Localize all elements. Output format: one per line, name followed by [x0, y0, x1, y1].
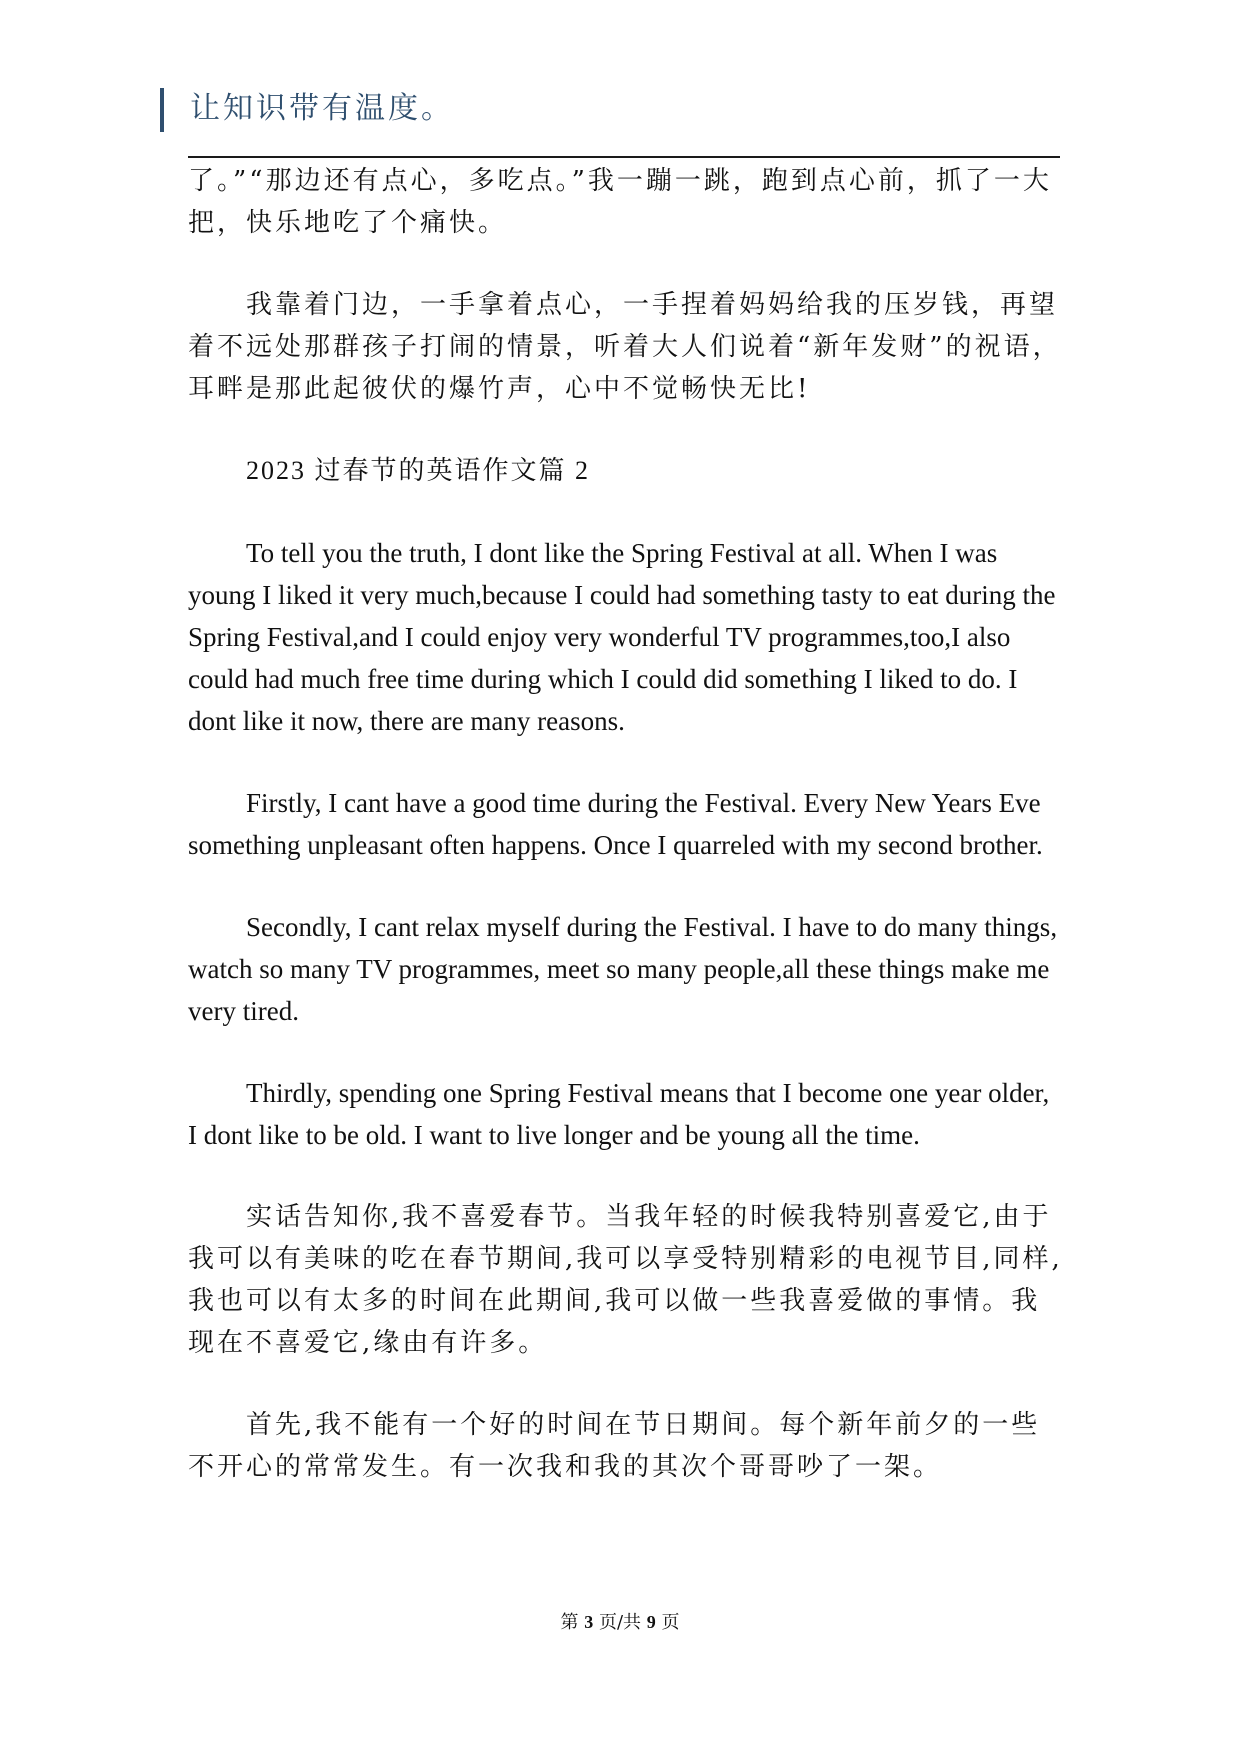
footer-current-page: 3	[584, 1612, 594, 1632]
page-header	[160, 86, 1060, 132]
footer-suffix: 页	[661, 1612, 680, 1633]
paragraph-english-1: To tell you the truth, I dont like the Spring Festival at all. When I was young I liked it very much,because I could had something tasty to eat during the Spring Festival,and I could enjoy very wonderful TV programmes,too,I also could had much free time during which I could did something I liked to do. I dont like it now, there are many reasons.	[188, 538, 1056, 736]
section-heading: 2023 过春节的英语作文篇 2	[246, 456, 591, 485]
paragraph-chinese-1: 我靠着门边，一手拿着点心，一手捏着妈妈给我的压岁钱，再望着不远处那群孩子打闹的情景，听着大人们说着“新年发财”的祝语，耳畔是那此起彼伏的爆竹声，心中不觉畅快无比!	[188, 290, 1062, 404]
header-accent-bar	[160, 88, 164, 132]
document-body	[188, 160, 1063, 1528]
paragraph-english-2: Firstly, I cant have a good time during the Festival. Every New Years Eve something unpleasant often happens. Once I quarreled with my second brother.	[188, 788, 1043, 860]
header-title: 让知识带有温度。	[190, 91, 454, 126]
header-divider	[188, 156, 1060, 158]
footer-total-pages: 9	[646, 1612, 656, 1632]
paragraph-chinese-3: 首先,我不能有一个好的时间在节日期间。每个新年前夕的一些不开心的常常发生。有一次我和我的其次个哥哥吵了一架。	[188, 1410, 1041, 1482]
paragraph-continuation: 了。”“那边还有点心，多吃点。”我一蹦一跳，跑到点心前，抓了一大把，快乐地吃了个痛快。	[188, 166, 1052, 238]
paragraph-chinese-2: 实话告知你,我不喜爱春节。当我年轻的时候我特别喜爱它,由于我可以有美味的吃在春节期间,我可以享受特别精彩的电视节目,同样,我也可以有太多的时间在此期间,我可以做一些我喜爱做的事情。我现在不喜爱它,缘由有许多。	[188, 1202, 1063, 1358]
paragraph-english-4: Thirdly, spending one Spring Festival means that I become one year older, I dont like to be old. I want to live longer and be young all the time.	[188, 1078, 1050, 1150]
page-footer	[0, 1608, 1240, 1637]
footer-prefix: 第	[560, 1612, 579, 1633]
footer-middle: 页/共	[598, 1612, 642, 1633]
paragraph-english-3: Secondly, I cant relax myself during the Festival. I have to do many things, watch so many TV programmes, meet so many people,all these things make me very tired.	[188, 912, 1058, 1026]
